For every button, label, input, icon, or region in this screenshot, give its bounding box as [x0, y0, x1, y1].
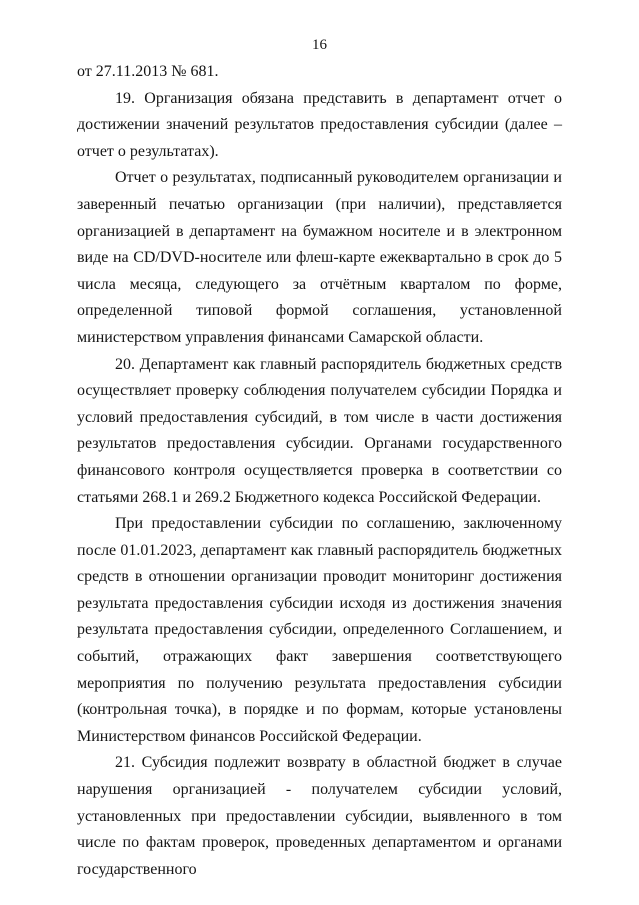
- paragraph-monitoring: При предоставлении субсидии по соглашению, заключенному после 01.01.2023, департамент как главный распорядитель бюджетных средств в отношении организации проводит мониторинг достижения результата предоставления субсидии исходя из достижения значения результата предоставления субсидии, определенного Соглашением, и событий, отражающих факт завершения соответствующего мероприятия по получению результата предоставления субсидии (контрольная точка), в порядке и по формам, которые установлены Министерством финансов Российской Федерации.: [77, 515, 562, 745]
- paragraph-continuation: от 27.11.2013 № 681.: [77, 63, 219, 80]
- page-number: 16: [312, 37, 327, 53]
- paragraph-report: Отчет о результатах, подписанный руководителем организации и заверенный печатью организации (при наличии), представляется организацией в департамент на бумажном носителе и в электронном виде на CD/DVD-носителе или флеш-карте ежеквартально в срок до 5 числа месяца, следующего за отчётным кварталом по форме, определенной типовой формой соглашения, установленной министерством управления финансами Самарской области.: [77, 169, 562, 346]
- paragraph-20: 20. Департамент как главный распорядитель бюджетных средств осуществляет проверку соблюдения получателем субсидии Порядка и условий предоставления субсидий, в том числе в части достижения результатов предоставления субсидии. Органами государственного финансового контроля осуществляется проверка в соответствии со статьями 268.1 и 269.2 Бюджетного кодекса Российской Федерации.: [77, 355, 562, 506]
- paragraph-19: 19. Организация обязана представить в департамент отчет о достижении значений результатов предоставления субсидии (далее – отчет о результатах).: [77, 89, 562, 160]
- paragraph-21: 21. Субсидия подлежит возврату в областной бюджет в случае нарушения организацией - получателем субсидии условий, установленных при предоставлении субсидии, выявленного в том числе по фактам проверок, проведенных департаментом и органами государственного: [77, 754, 562, 878]
- document-body: [77, 59, 562, 883]
